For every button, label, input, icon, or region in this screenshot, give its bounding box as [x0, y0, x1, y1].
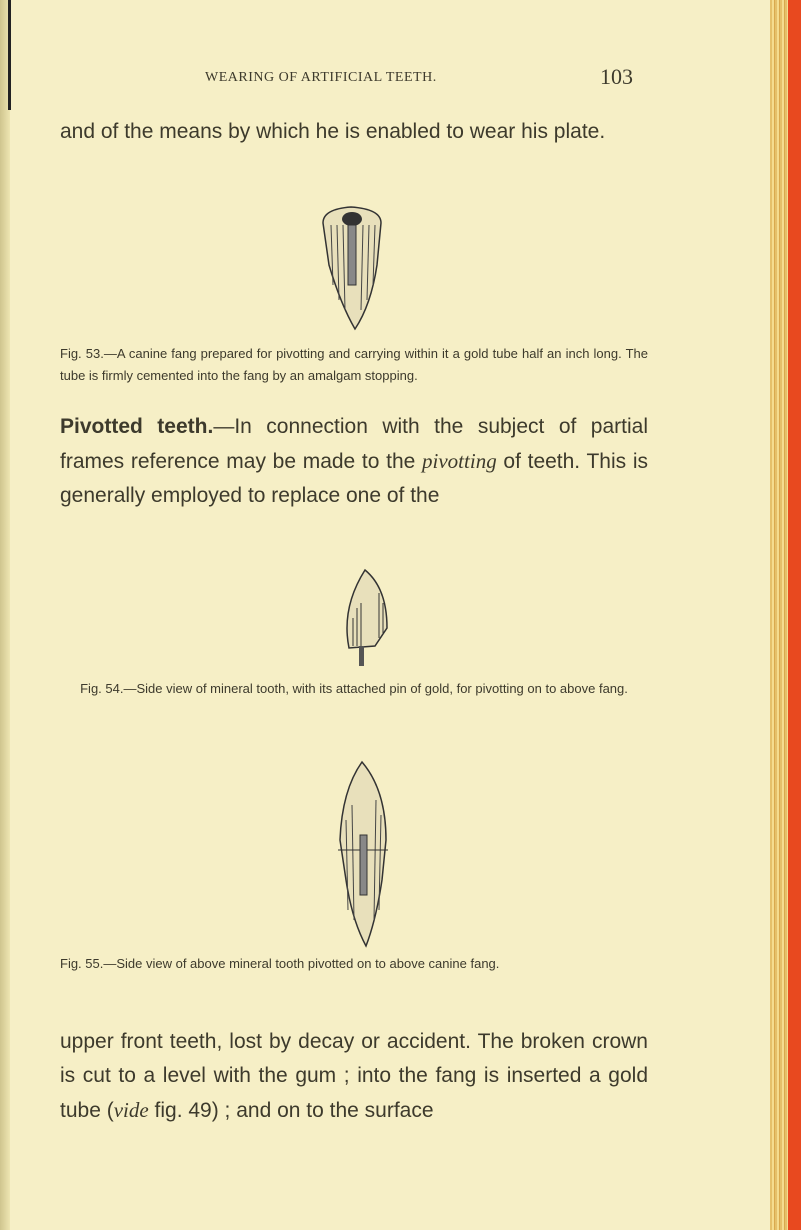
book-spine	[0, 0, 10, 1230]
closing-paragraph	[60, 1025, 648, 1128]
paragraph-text: fig. 49) ; and on to the surface	[148, 1099, 434, 1122]
binding-shadow	[8, 0, 11, 110]
intro-paragraph: and of the means by which he is enabled to wear his plate.	[60, 120, 606, 143]
fig55-caption: Fig. 55.—Side view of above mineral tooth pivotted on to above canine fang.	[60, 956, 500, 971]
book-cover-edge	[788, 0, 801, 1230]
fig53-caption: Fig. 53.—A canine fang prepared for pivotting and carrying within it a gold tube half an inch long. The tube is firmly cemented into the fang by an amalgam stopping.	[60, 346, 648, 383]
pivotted-teeth-paragraph	[60, 410, 648, 513]
fig54-caption: Fig. 54.—Side view of mineral tooth, with its attached pin of gold, for pivotting on to above fang.	[80, 681, 628, 696]
fig55-pivotted-tooth-illustration	[330, 760, 400, 950]
header-title: WEARING OF ARTIFICIAL TEETH.	[205, 70, 437, 85]
page-edges	[770, 0, 788, 1230]
paragraph-text: —In connection with the subject of partial frames reference may be made to the	[60, 415, 648, 473]
section-heading: Pivotted teeth.	[60, 415, 214, 438]
paragraph-text: upper front teeth, lost by decay or accident. The broken crown is cut to a level with the gum ; into the fang is inserted a gold tube (	[60, 1030, 648, 1122]
emphasis-vide: vide	[113, 1098, 149, 1122]
page-number: 103	[600, 64, 633, 89]
fig54-mineral-tooth-illustration	[335, 568, 400, 668]
paragraph-text: of teeth. This is generally employed to replace one of the	[60, 450, 648, 507]
emphasis-pivotting: pivotting	[422, 449, 497, 473]
fig53-canine-fang-illustration	[315, 205, 390, 333]
